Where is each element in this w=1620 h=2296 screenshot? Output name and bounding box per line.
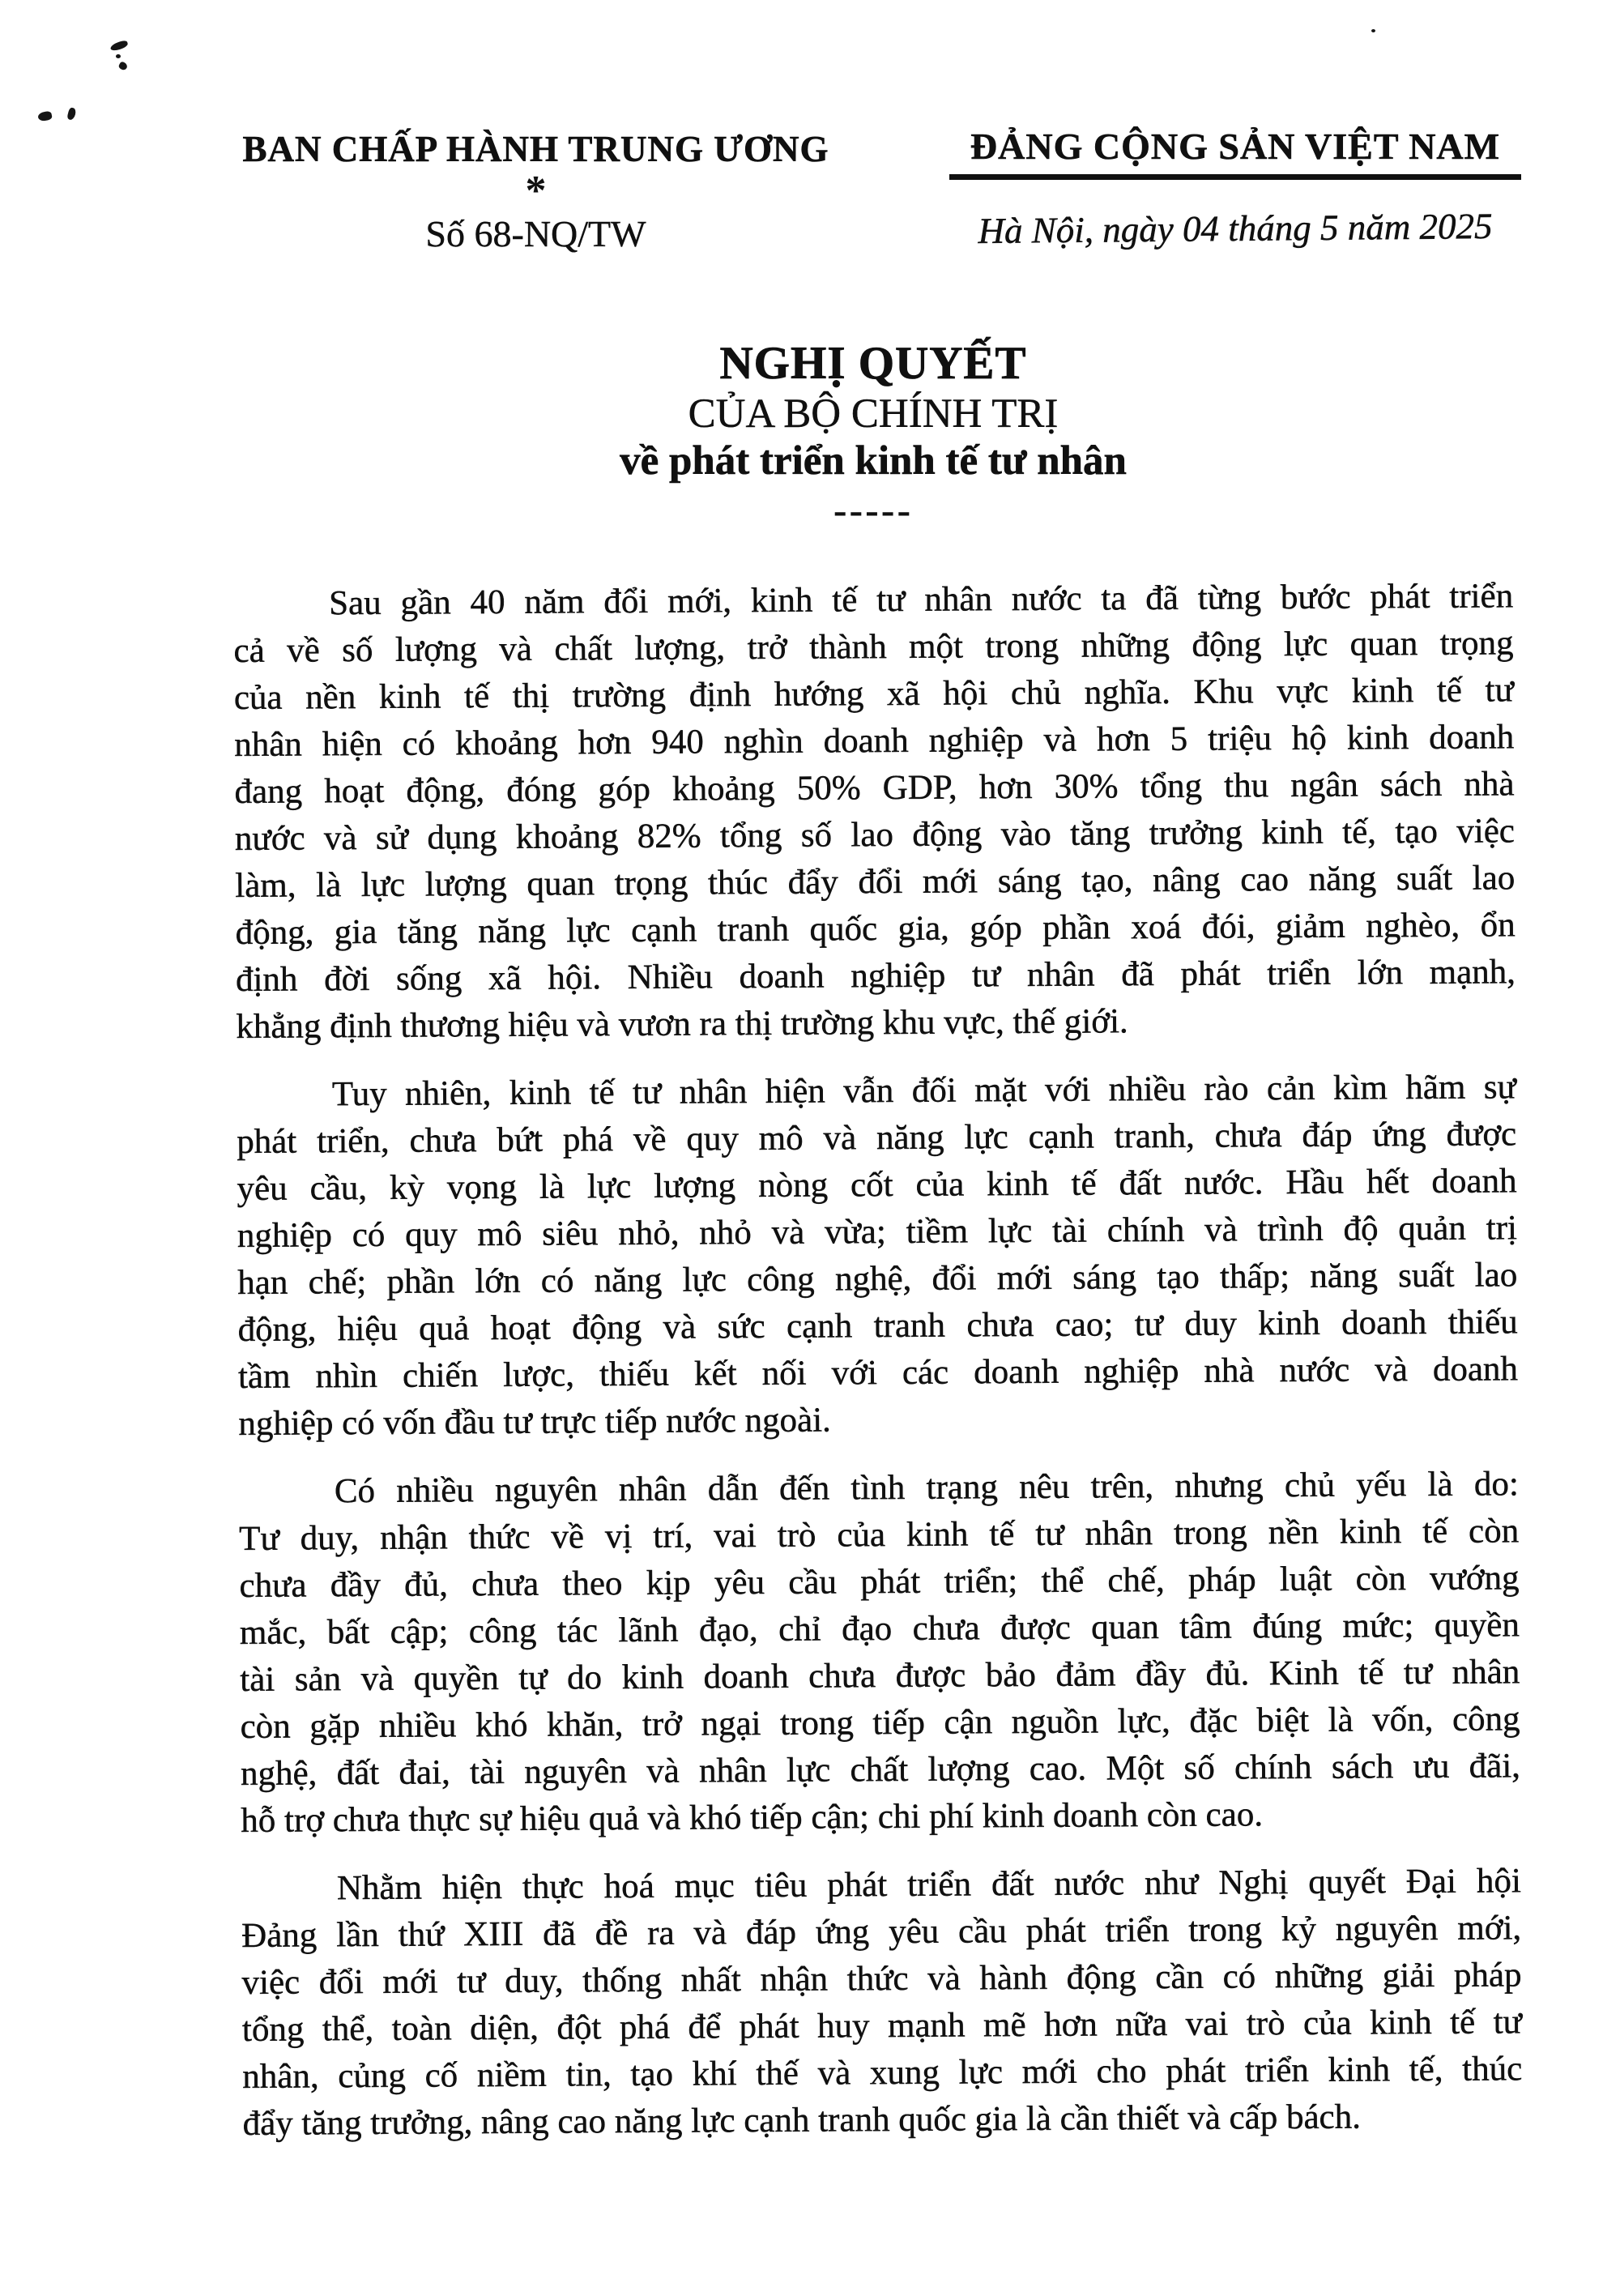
text-line: còn gặp nhiều khó khăn, trở ngại trong tiếp cận nguồn lực, đặc biệt là vốn, công bbox=[240, 1700, 1520, 1746]
scan-artifact bbox=[116, 54, 121, 58]
text-line: động, gia tăng năng lực cạnh tranh quốc gia, góp phần xoá đói, giảm nghèo, ổn bbox=[235, 906, 1516, 952]
text-line: nước và sử dụng khoảng 82% tổng số lao động vào tăng trưởng kinh tế, tạo việc bbox=[234, 812, 1516, 858]
text-line: Tuy nhiên, kinh tế tư nhân hiện vẫn đối mặt với nhiều rào cản kìm hãm sự bbox=[331, 1068, 1516, 1114]
text-line: chưa đầy đủ, chưa theo kịp yêu cầu phát triển; thể chế, pháp luật còn vướng bbox=[239, 1559, 1520, 1605]
star-separator: * bbox=[525, 168, 547, 214]
title-subject-line: về phát triển kinh tế tư nhân bbox=[620, 438, 1127, 484]
document-number: Số 68-NQ/TW bbox=[425, 213, 646, 254]
scan-artifact bbox=[37, 110, 53, 122]
scan-artifact bbox=[66, 107, 76, 121]
title-issuer-line: CỦA BỘ CHÍNH TRỊ bbox=[688, 391, 1059, 437]
scan-artifact bbox=[117, 61, 128, 71]
text-line: động, hiệu quả hoạt động và sức cạnh tranh chưa cao; tư duy kinh doanh thiếu bbox=[237, 1303, 1518, 1349]
text-line: yêu cầu, kỳ vọng là lực lượng nòng cốt của kinh tế đất nước. Hầu hết doanh bbox=[237, 1162, 1517, 1208]
text-line: Nhằm hiện thực hoá mục tiêu phát triển đất nước như Nghị quyết Đại hội bbox=[336, 1862, 1521, 1908]
paragraph bbox=[241, 1858, 1523, 2148]
document-body bbox=[233, 573, 1523, 2148]
text-line: nghiệp có vốn đầu tư trực tiếp nước ngoài. bbox=[238, 1401, 832, 1443]
party-name-motto: ĐẢNG CỘNG SẢN VIỆT NAM bbox=[949, 125, 1521, 180]
text-line: hỗ trợ chưa thực sự hiệu quả và khó tiếp cận; chi phí kinh doanh còn cao. bbox=[241, 1795, 1264, 1840]
title-separator: ----- bbox=[833, 487, 914, 532]
place-and-date: Hà Nội, ngày 04 tháng 5 năm 2025 bbox=[978, 205, 1493, 252]
text-line: Sau gần 40 năm đổi mới, kinh tế tư nhân nước ta đã từng bước phát triển bbox=[329, 577, 1514, 623]
issuing-body-name: BAN CHẤP HÀNH TRUNG ƯƠNG bbox=[242, 129, 829, 169]
text-line: tổng thể, toàn diện, đột phá để phát huy mạnh mẽ hơn nữa vai trò của kinh tế tư bbox=[241, 2003, 1523, 2049]
text-line: hạn chế; phần lớn có năng lực công nghệ, đổi mới sáng tạo thấp; năng suất lao bbox=[237, 1256, 1518, 1302]
text-line: của nền kinh tế thị trường định hướng xã hội chủ nghĩa. Khu vực kinh tế tư bbox=[233, 671, 1514, 717]
text-line: mắc, bất cập; công tác lãnh đạo, chỉ đạo chưa được quan tâm đúng mức; quyền bbox=[239, 1606, 1520, 1652]
text-line: tài sản và quyền tự do kinh doanh chưa được bảo đảm đầy đủ. Kinh tế tư nhân bbox=[240, 1653, 1520, 1699]
text-line: nghệ, đất đai, tài nguyên và nhân lực chất lượng cao. Một số chính sách ưu đãi, bbox=[240, 1747, 1521, 1793]
paragraph bbox=[239, 1461, 1521, 1845]
text-line: đẩy tăng trưởng, nâng cao năng lực cạnh tranh quốc gia là cần thiết và cấp bách. bbox=[242, 2098, 1362, 2143]
text-line: phát triển, chưa bứt phá về quy mô và năng lực cạnh tranh, chưa đáp ứng được bbox=[237, 1115, 1517, 1161]
text-line: việc đổi mới tư duy, thống nhất nhận thức và hành động cần có những giải pháp bbox=[241, 1956, 1522, 2002]
text-line: nhân, củng cố niềm tin, tạo khí thế và xung lực mới cho phát triển kinh tế, thúc bbox=[242, 2050, 1523, 2096]
text-line: định đời sống xã hội. Nhiều doanh nghiệp tư nhân đã phát triển lớn mạnh, bbox=[235, 953, 1516, 999]
text-line: Đảng lần thứ XIII đã đề ra và đáp ứng yêu cầu phát triển trong kỷ nguyên mới, bbox=[241, 1909, 1522, 1955]
text-line: làm, là lực lượng quan trọng thúc đẩy đổi mới sáng tạo, nâng cao năng suất lao bbox=[235, 859, 1516, 905]
text-line: nhân hiện có khoảng hơn 940 nghìn doanh nghiệp và hơn 5 triệu hộ kinh doanh bbox=[234, 718, 1515, 764]
text-line: cả về số lượng và chất lượng, trở thành một trong những động lực quan trọng bbox=[233, 624, 1514, 670]
scan-artifact bbox=[109, 40, 129, 52]
text-line: đang hoạt động, đóng góp khoảng 50% GDP, hơn 30% tổng thu ngân sách nhà bbox=[234, 765, 1515, 811]
scan-artifact bbox=[1371, 29, 1375, 32]
text-line: tầm nhìn chiến lược, thiếu kết nối với các doanh nghiệp nhà nước và doanh bbox=[237, 1350, 1519, 1396]
text-line: nghiệp có quy mô siêu nhỏ, nhỏ và vừa; tiềm lực tài chính và trình độ quản trị bbox=[237, 1209, 1518, 1255]
text-line: Có nhiều nguyên nhân dẫn đến tình trạng nêu trên, nhưng chủ yếu là do: bbox=[334, 1465, 1519, 1511]
document-type-title: NGHỊ QUYẾT bbox=[719, 338, 1027, 389]
text-line: khẳng định thương hiệu và vươn ra thị trường khu vực, thế giới. bbox=[236, 1002, 1128, 1046]
paragraph bbox=[233, 573, 1516, 1051]
paragraph bbox=[237, 1064, 1519, 1448]
text-line: Tư duy, nhận thức về vị trí, vai trò của kinh tế tư nhân trong nền kinh tế còn bbox=[239, 1512, 1520, 1558]
